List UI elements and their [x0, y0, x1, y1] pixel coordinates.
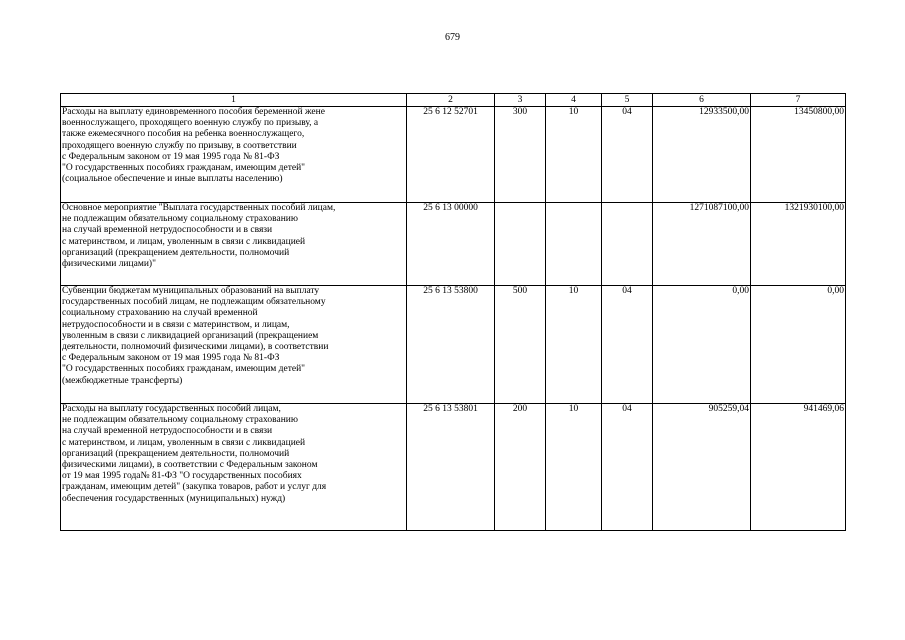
section-cell: 10 [546, 404, 602, 531]
header-cell: 3 [495, 94, 546, 107]
header-cell: 6 [653, 94, 751, 107]
amount-col6-cell: 1271087100,00 [653, 203, 751, 286]
description-cell: Расходы на выплату государственных пособий лицам, не подлежащим обязательному социальному страхованию на случай временной нетрудоспособности и в связи с материнством, и лицам, уволенным в связи с ликвидацией организаций (прекращением деятельности, полномочий физическими лицами), в соответствии с Федеральным законом от 19 мая 1995 года№ 81-ФЗ "О государственных пособиях гражданам, имеющим детей" (закупка товаров, работ и услуг для обеспечения государственных (муниципальных) нужд) [61, 404, 407, 531]
amount-col7-cell: 1321930100,00 [751, 203, 846, 286]
amount-col6-cell: 12933500,00 [653, 107, 751, 203]
section-cell: 10 [546, 286, 602, 404]
expense-type-cell: 300 [495, 107, 546, 203]
description-cell: Субвенции бюджетам муниципальных образований на выплату государственных пособий лицам, не подлежащим обязательному социальному страхованию на случай временной нетрудоспособности и в связи с материнством, и лицам, уволенным в связи с ликвидацией организаций (прекращением деятельности, полномочий физическими лицами), в соответствии с Федеральным законом от 19 мая 1995 года № 81-ФЗ "О государственных пособиях гражданам, имеющим детей" (межбюджетные трансферты) [61, 286, 407, 404]
amount-col6-cell: 0,00 [653, 286, 751, 404]
header-cell: 2 [407, 94, 495, 107]
code-cell: 25 6 13 00000 [407, 203, 495, 286]
table-row [61, 203, 846, 286]
amount-col7-cell: 941469,06 [751, 404, 846, 531]
table-row [61, 404, 846, 531]
header-cell: 4 [546, 94, 602, 107]
header-cell: 7 [751, 94, 846, 107]
header-cell: 1 [61, 94, 407, 107]
budget-table [60, 93, 846, 531]
expense-type-cell: 200 [495, 404, 546, 531]
page-number: 679 [445, 32, 460, 43]
header-cell: 5 [602, 94, 653, 107]
description-cell: Расходы на выплату единовременного пособия беременной жене военнослужащего, проходящего военную службу по призыву, а также ежемесячного пособия на ребенка военнослужащего, проходящего военную службу по призыву, в соответствии с Федеральным законом от 19 мая 1995 года № 81-ФЗ "О государственных пособиях гражданам, имеющим детей" (социальное обеспечение и иные выплаты населению) [61, 107, 407, 203]
code-cell: 25 6 12 52701 [407, 107, 495, 203]
description-cell: Основное мероприятие "Выплата государственных пособий лицам, не подлежащим обязательному социальному страхованию на случай временной нетрудоспособности и в связи с материнством, и лицам, уволенным в связи с ликвидацией организаций (прекращением деятельности, полномочий физическими лицами)" [61, 203, 407, 286]
subsection-cell [602, 203, 653, 286]
amount-col6-cell: 905259,04 [653, 404, 751, 531]
code-cell: 25 6 13 53800 [407, 286, 495, 404]
table-row [61, 107, 846, 203]
subsection-cell: 04 [602, 286, 653, 404]
expense-type-cell: 500 [495, 286, 546, 404]
header-row [61, 94, 846, 107]
subsection-cell: 04 [602, 404, 653, 531]
amount-col7-cell: 13450800,00 [751, 107, 846, 203]
table-row [61, 286, 846, 404]
subsection-cell: 04 [602, 107, 653, 203]
section-cell: 10 [546, 107, 602, 203]
section-cell [546, 203, 602, 286]
expense-type-cell [495, 203, 546, 286]
amount-col7-cell: 0,00 [751, 286, 846, 404]
code-cell: 25 6 13 53801 [407, 404, 495, 531]
